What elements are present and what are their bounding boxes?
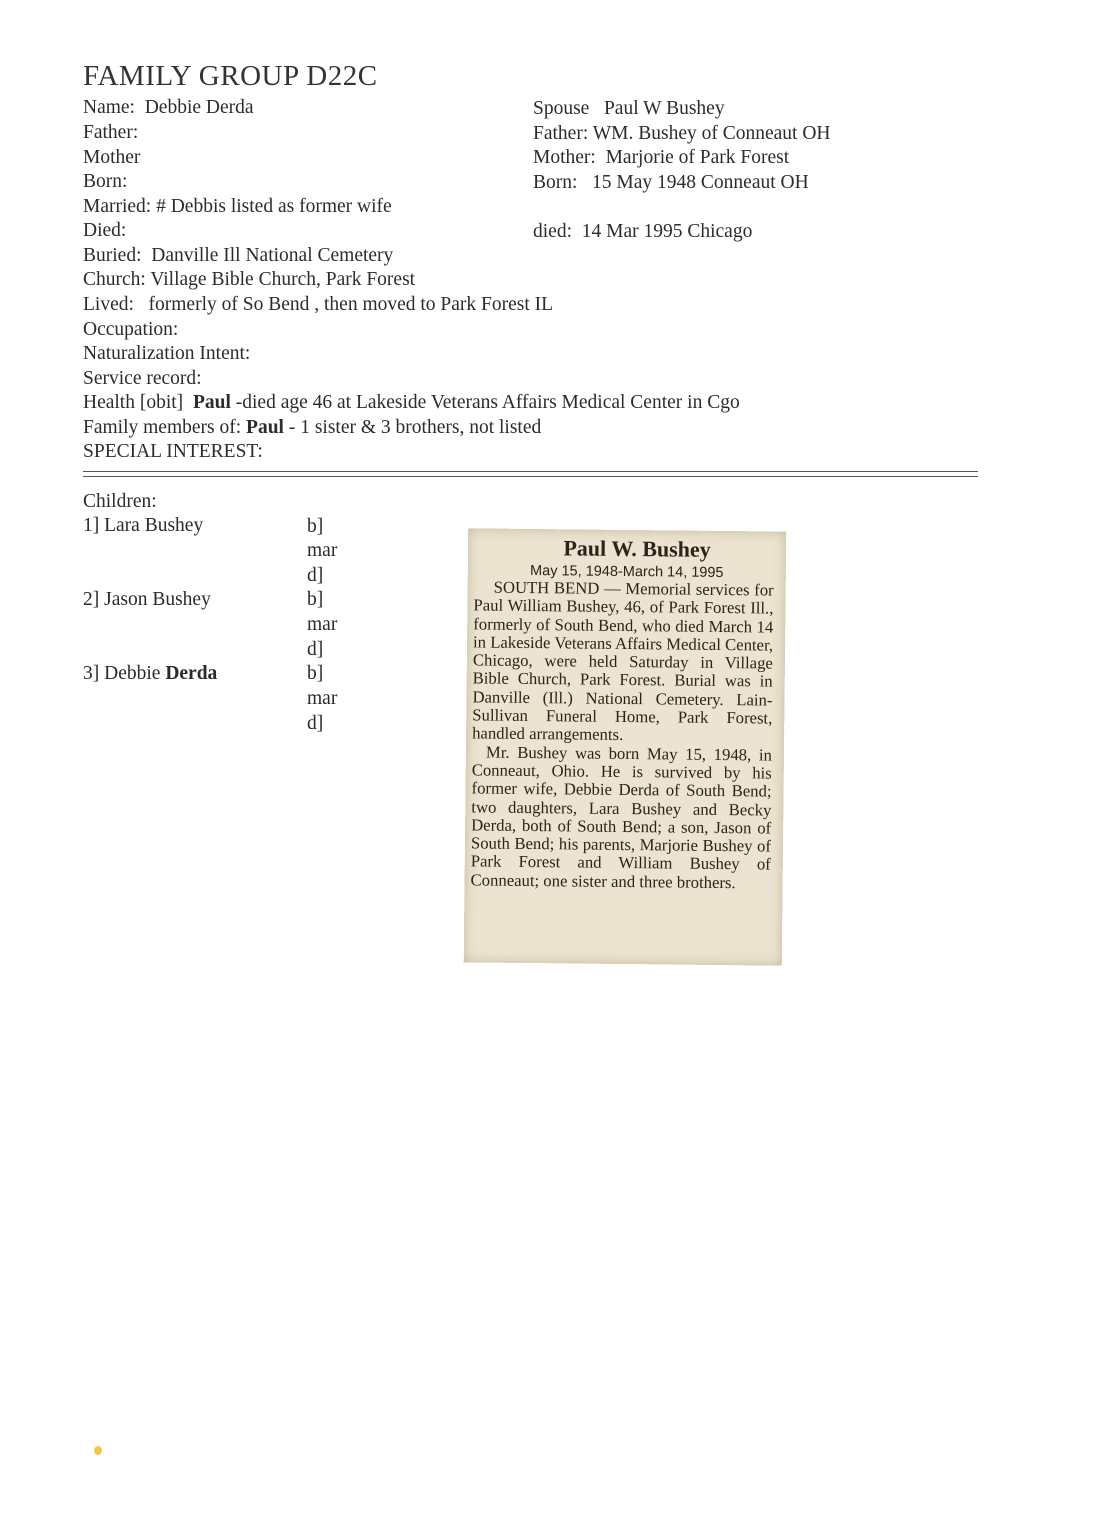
divider-top: [83, 471, 978, 472]
health-text: -died age 46 at Lakeside Veterans Affairs Medical Center in Cgo: [230, 392, 740, 413]
obituary-paragraph: Mr. Bushey was born May 15, 1948, in Conneaut, Ohio. He is survived by his former wife, Debbie Derda of South Bend; two daughters, Lara Bushey and Becky Derda, both of South Bend; a son, Jason of South Bend; his parents, Marjorie Bushey of Park Forest and William Bushey of Conneaut; one sister and three brothers.: [470, 742, 773, 892]
health-label: Health [obit]: [83, 392, 193, 413]
spouse-mother-field: Mother: Marjorie of Park Forest: [533, 147, 790, 168]
children-label: Children:: [83, 491, 157, 512]
special-interest-field: SPECIAL INTEREST:: [83, 441, 263, 462]
lived-field: Lived: formerly of So Bend , then moved to Park Forest IL: [83, 294, 554, 315]
born-field: Born:: [83, 171, 128, 192]
died-field: Died:: [83, 220, 127, 241]
child-2-born: b]: [307, 589, 324, 610]
family-name: Paul: [246, 417, 284, 438]
spouse-field: Spouse Paul W Bushey: [533, 98, 725, 119]
child-1-died: d]: [307, 565, 324, 586]
obituary-dates: May 15, 1948-March 14, 1995: [530, 562, 724, 582]
family-label: Family members of:: [83, 417, 247, 438]
health-name: Paul: [192, 392, 231, 413]
occupation-field: Occupation:: [83, 319, 179, 340]
naturalization-field: Naturalization Intent:: [83, 343, 251, 364]
obituary-clipping: [464, 528, 787, 965]
spouse-born-field: Born: 15 May 1948 Conneaut OH: [533, 172, 809, 193]
family-members-field: [83, 416, 541, 440]
health-field: [83, 391, 740, 415]
father-field: Father:: [83, 122, 139, 143]
mother-field: Mother: [83, 147, 141, 168]
buried-field: Buried: Danville Ill National Cemetery: [83, 245, 394, 266]
divider-bottom: [83, 476, 978, 477]
church-field: Church: Village Bible Church, Park Forest: [83, 269, 416, 290]
child-3-first-name: 3] Debbie: [83, 663, 166, 684]
child-1-name: 1] Lara Bushey: [83, 515, 204, 536]
child-3-married: mar: [307, 688, 338, 709]
obituary-body: [470, 578, 773, 892]
child-3-name: [83, 662, 217, 686]
child-2-married: mar: [307, 614, 338, 635]
page-title: FAMILY GROUP D22C: [83, 60, 378, 92]
married-field: Married: # Debbis listed as former wife: [83, 196, 392, 217]
child-3-surname: Derda: [165, 663, 218, 684]
name-field: Name: Debbie Derda: [83, 97, 254, 118]
child-1-born: b]: [307, 516, 324, 537]
obituary-headline: Paul W. Bushey: [563, 535, 711, 562]
obituary-paragraph: SOUTH BEND — Memorial services for Paul William Bushey, 46, of Park Forest Ill., formerly of South Bend, who died March 14 in Lakeside Veterans Affairs Medical Center, Chicago, were held Saturday in Village Bible Church, Park Forest. Burial was in Danville (Ill.) National Cemetery. Lain-Sullivan Funeral Home, Park Forest, handled arrangements.: [472, 577, 774, 745]
child-1-married: mar: [307, 540, 338, 561]
spouse-died-field: died: 14 Mar 1995 Chicago: [533, 221, 753, 242]
family-text: - 1 sister & 3 brothers, not listed: [283, 417, 542, 438]
child-3-died: d]: [307, 713, 324, 734]
paper-speck: [94, 1446, 102, 1455]
spouse-father-field: Father: WM. Bushey of Conneaut OH: [533, 123, 831, 144]
child-2-name: 2] Jason Bushey: [83, 589, 211, 610]
child-2-died: d]: [307, 639, 324, 660]
service-record-field: Service record:: [83, 368, 202, 389]
child-3-born: b]: [307, 663, 324, 684]
